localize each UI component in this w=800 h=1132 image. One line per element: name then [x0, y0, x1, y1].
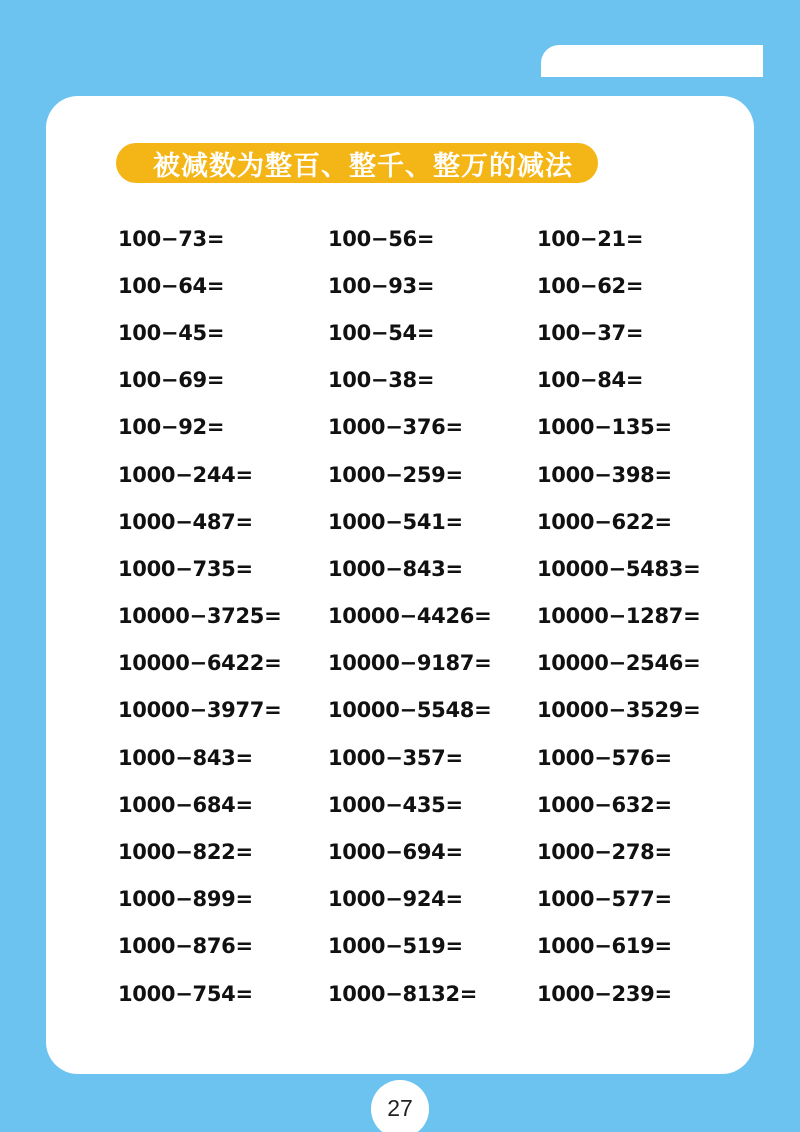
problem-item: 100−45= — [118, 320, 225, 345]
problem-item: 100−38= — [328, 368, 435, 393]
problem-item: 1000−244= — [118, 462, 253, 487]
problem-item: 100−21= — [537, 226, 644, 251]
problem-item: 1000−259= — [328, 462, 463, 487]
problem-item: 10000−3725= — [118, 604, 282, 629]
problem-item: 1000−694= — [328, 840, 463, 865]
problem-item: 100−56= — [328, 226, 435, 251]
problem-item: 100−93= — [328, 273, 435, 298]
problem-item: 100−54= — [328, 320, 435, 345]
problem-item: 1000−684= — [118, 792, 253, 817]
problem-item: 1000−754= — [118, 981, 253, 1006]
corner-tab — [541, 45, 763, 77]
problem-item: 1000−376= — [328, 415, 463, 440]
title-banner — [116, 143, 598, 183]
problem-item: 1000−8132= — [328, 981, 478, 1006]
problem-item: 10000−6422= — [118, 651, 282, 676]
problem-item: 1000−622= — [537, 509, 672, 534]
problem-item: 1000−357= — [328, 745, 463, 770]
problem-item: 1000−239= — [537, 981, 672, 1006]
problem-item: 1000−822= — [118, 840, 253, 865]
problem-grid — [118, 215, 718, 1015]
problem-item: 1000−576= — [537, 745, 672, 770]
problem-item: 100−69= — [118, 368, 225, 393]
page-number: 27 — [371, 1080, 429, 1132]
problem-item: 1000−519= — [328, 934, 463, 959]
problem-item: 1000−135= — [537, 415, 672, 440]
problem-item: 1000−843= — [328, 556, 463, 581]
problem-item: 10000−3529= — [537, 698, 701, 723]
problem-item: 1000−876= — [118, 934, 253, 959]
problem-item: 1000−735= — [118, 556, 253, 581]
problem-item: 1000−435= — [328, 792, 463, 817]
problem-item: 100−64= — [118, 273, 225, 298]
problem-item: 1000−577= — [537, 887, 672, 912]
problem-item: 100−37= — [537, 320, 644, 345]
problem-item: 1000−619= — [537, 934, 672, 959]
problem-item: 100−73= — [118, 226, 225, 251]
problem-item: 10000−3977= — [118, 698, 282, 723]
problem-item: 1000−278= — [537, 840, 672, 865]
problem-item: 10000−5548= — [328, 698, 492, 723]
problem-item: 100−84= — [537, 368, 644, 393]
problem-item: 1000−398= — [537, 462, 672, 487]
problem-item: 10000−2546= — [537, 651, 701, 676]
problem-item: 10000−9187= — [328, 651, 492, 676]
problem-item: 10000−4426= — [328, 604, 492, 629]
problem-item: 100−92= — [118, 415, 225, 440]
problem-item: 1000−632= — [537, 792, 672, 817]
problem-item: 1000−899= — [118, 887, 253, 912]
problem-item: 1000−541= — [328, 509, 463, 534]
problem-item: 1000−924= — [328, 887, 463, 912]
problem-item: 10000−1287= — [537, 604, 701, 629]
problem-item: 1000−487= — [118, 509, 253, 534]
problem-item: 100−62= — [537, 273, 644, 298]
problem-item: 10000−5483= — [537, 556, 701, 581]
problem-item: 1000−843= — [118, 745, 253, 770]
page-title: 被减数为整百、整千、整万的减法 — [153, 150, 573, 182]
